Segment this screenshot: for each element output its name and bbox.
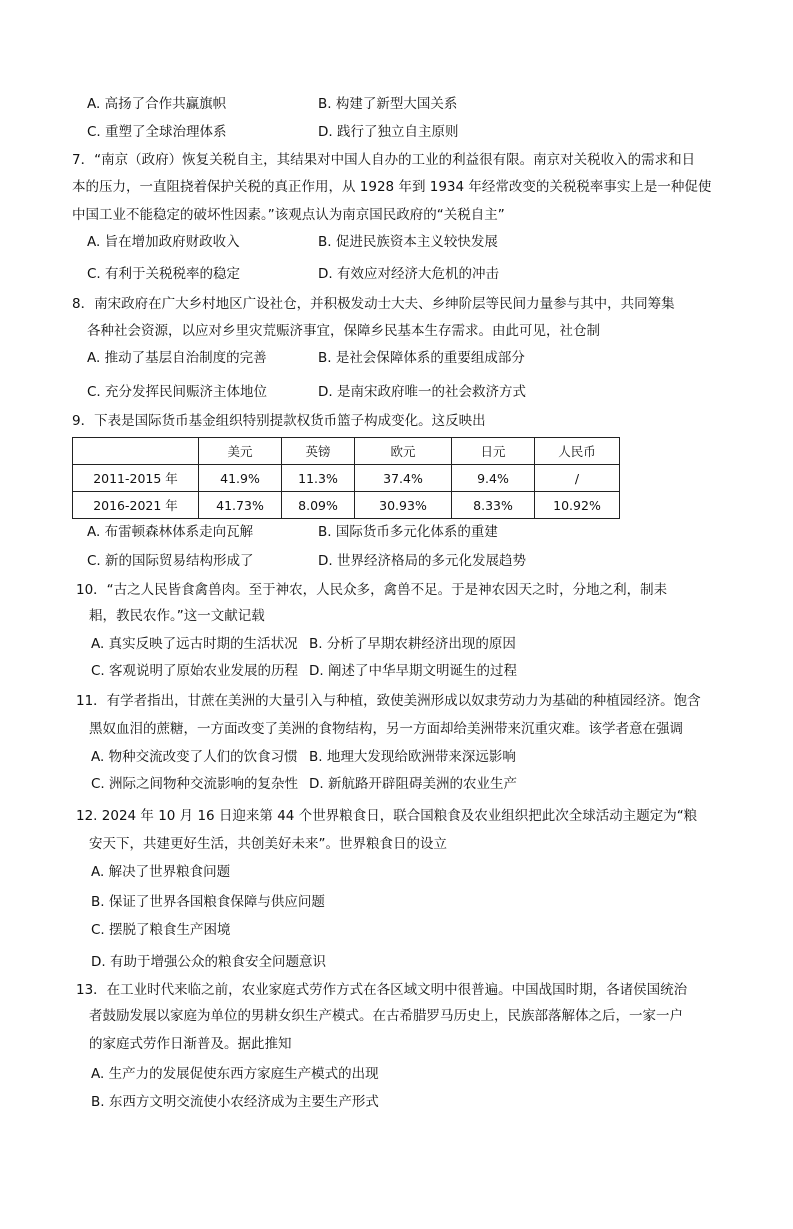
q11-stem-line-1: 11．有学者指出，甘蔗在美洲的大量引入与种植，致使美洲形成以奴隶劳动力为基础的种植园经济。饱含 <box>76 693 701 709</box>
q13-option-a: A. 生产力的发展促使东西方家庭生产模式的出现 <box>91 1066 379 1082</box>
q7-option-a: A. 旨在增加政府财政收入 <box>87 234 240 250</box>
table-cell: 8.09% <box>282 492 355 519</box>
q10-stem-line-2: 耜，教民农作。”这一文献记载 <box>89 608 265 624</box>
q10-option-d: D. 阐述了中华早期文明诞生的过程 <box>309 663 517 679</box>
q10-stem-line-1: 10．“古之人民皆食禽兽肉。至于神农，人民众多，禽兽不足。于是神农因天之时，分地之利，制耒 <box>76 582 668 598</box>
table-row <box>73 465 620 492</box>
q8-stem-line-2: 各种社会资源，以应对乡里灾荒赈济事宜，保障乡民基本生存需求。由此可见，社仓制 <box>87 323 600 339</box>
q8-option-a: A. 推动了基层自治制度的完善 <box>87 350 267 366</box>
q9-option-b: B. 国际货币多元化体系的重建 <box>318 524 498 540</box>
q12-option-a: A. 解决了世界粮食问题 <box>91 864 231 880</box>
q6-option-a: A. 高扬了合作共赢旗帜 <box>87 96 227 112</box>
q7-option-d: D. 有效应对经济大危机的冲击 <box>318 266 499 282</box>
q12-option-c: C. 摆脱了粮食生产困境 <box>91 922 231 938</box>
q7-stem-line-1: 7．“南京（政府）恢复关税自主，其结果对中国人自办的工业的利益很有限。南京对关税收入的需求和日 <box>72 152 696 168</box>
table-header-row <box>73 438 620 465</box>
q8-option-d: D. 是南宋政府唯一的社会救济方式 <box>318 384 526 400</box>
table-cell: 11.3% <box>282 465 355 492</box>
table-header-cell <box>73 438 199 465</box>
table-header-cell: 美元 <box>199 438 282 465</box>
q11-option-b: B. 地理大发现给欧洲带来深远影响 <box>309 749 516 765</box>
q6-option-c: C. 重塑了全球治理体系 <box>87 124 227 140</box>
q12-stem-line-1: 12. 2024 年 10 月 16 日迎来第 44 个世界粮食日，联合国粮食及农业组织把此次全球活动主题定为“粮 <box>76 808 698 824</box>
q12-option-d: D. 有助于增强公众的粮食安全问题意识 <box>91 954 326 970</box>
table-cell: 30.93% <box>355 492 452 519</box>
q7-option-c: C. 有利于关税税率的稳定 <box>87 266 241 282</box>
table-row <box>73 492 620 519</box>
q10-option-a: A. 真实反映了远古时期的生活状况 <box>91 636 298 652</box>
table-cell: 8.33% <box>452 492 535 519</box>
table-cell: 41.9% <box>199 465 282 492</box>
table-header-cell: 英镑 <box>282 438 355 465</box>
q6-option-d: D. 践行了独立自主原则 <box>318 124 459 140</box>
table-cell: / <box>535 465 620 492</box>
table-header-cell: 欧元 <box>355 438 452 465</box>
q12-option-b: B. 保证了世界各国粮食保障与供应问题 <box>91 894 325 910</box>
q7-stem-line-2: 本的压力，一直阻挠着保护关税的真正作用，从 1928 年到 1934 年经常改变的关税税率事实上是一种促使 <box>72 179 712 195</box>
q13-stem-line-3: 的家庭式劳作日渐普及。据此推知 <box>89 1036 292 1052</box>
q6-option-b: B. 构建了新型大国关系 <box>318 96 458 112</box>
q9-option-a: A. 布雷顿森林体系走向瓦解 <box>87 524 254 540</box>
q8-stem-line-1: 8．南宋政府在广大乡村地区广设社仓，并积极发动士大夫、乡绅阶层等民间力量参与其中，共同筹集 <box>72 296 675 312</box>
q9-option-d: D. 世界经济格局的多元化发展趋势 <box>318 553 526 569</box>
q9-option-c: C. 新的国际贸易结构形成了 <box>87 553 254 569</box>
q8-option-c: C. 充分发挥民间赈济主体地位 <box>87 384 268 400</box>
q7-stem-line-3: 中国工业不能稳定的破坏性因素。”该观点认为南京国民政府的“关税自主” <box>72 207 505 223</box>
table-header-cell: 人民币 <box>535 438 620 465</box>
table-cell: 37.4% <box>355 465 452 492</box>
q9-stem: 9．下表是国际货币基金组织特别提款权货币篮子构成变化。这反映出 <box>72 413 486 429</box>
table-cell: 2016-2021 年 <box>73 492 199 519</box>
q13-stem-line-1: 13．在工业时代来临之前，农业家庭式劳作方式在各区域文明中很普遍。中国战国时期，各诸侯国统治 <box>76 982 688 998</box>
q7-option-b: B. 促进民族资本主义较快发展 <box>318 234 498 250</box>
q11-option-d: D. 新航路开辟阻碍美洲的农业生产 <box>309 776 517 792</box>
q8-option-b: B. 是社会保障体系的重要组成部分 <box>318 350 525 366</box>
q13-stem-line-2: 者鼓励发展以家庭为单位的男耕女织生产模式。在古希腊罗马历史上，民族部落解体之后，一家一户 <box>89 1008 683 1024</box>
table-cell: 41.73% <box>199 492 282 519</box>
q13-option-b: B. 东西方文明交流使小农经济成为主要生产形式 <box>91 1094 379 1110</box>
q11-option-a: A. 物种交流改变了人们的饮食习惯 <box>91 749 298 765</box>
table-header-cell: 日元 <box>452 438 535 465</box>
table-cell: 10.92% <box>535 492 620 519</box>
q11-option-c: C. 洲际之间物种交流影响的复杂性 <box>91 776 299 792</box>
q10-option-c: C. 客观说明了原始农业发展的历程 <box>91 663 299 679</box>
q11-stem-line-2: 黑奴血泪的蔗糖，一方面改变了美洲的食物结构，另一方面却给美洲带来沉重灾难。该学者意在强调 <box>89 721 683 737</box>
q10-option-b: B. 分析了早期农耕经济出现的原因 <box>309 636 516 652</box>
table-cell: 2011-2015 年 <box>73 465 199 492</box>
q12-stem-line-2: 安天下，共建更好生活，共创美好未来”。世界粮食日的设立 <box>89 836 447 852</box>
sdr-basket-table <box>72 437 620 519</box>
table-cell: 9.4% <box>452 465 535 492</box>
